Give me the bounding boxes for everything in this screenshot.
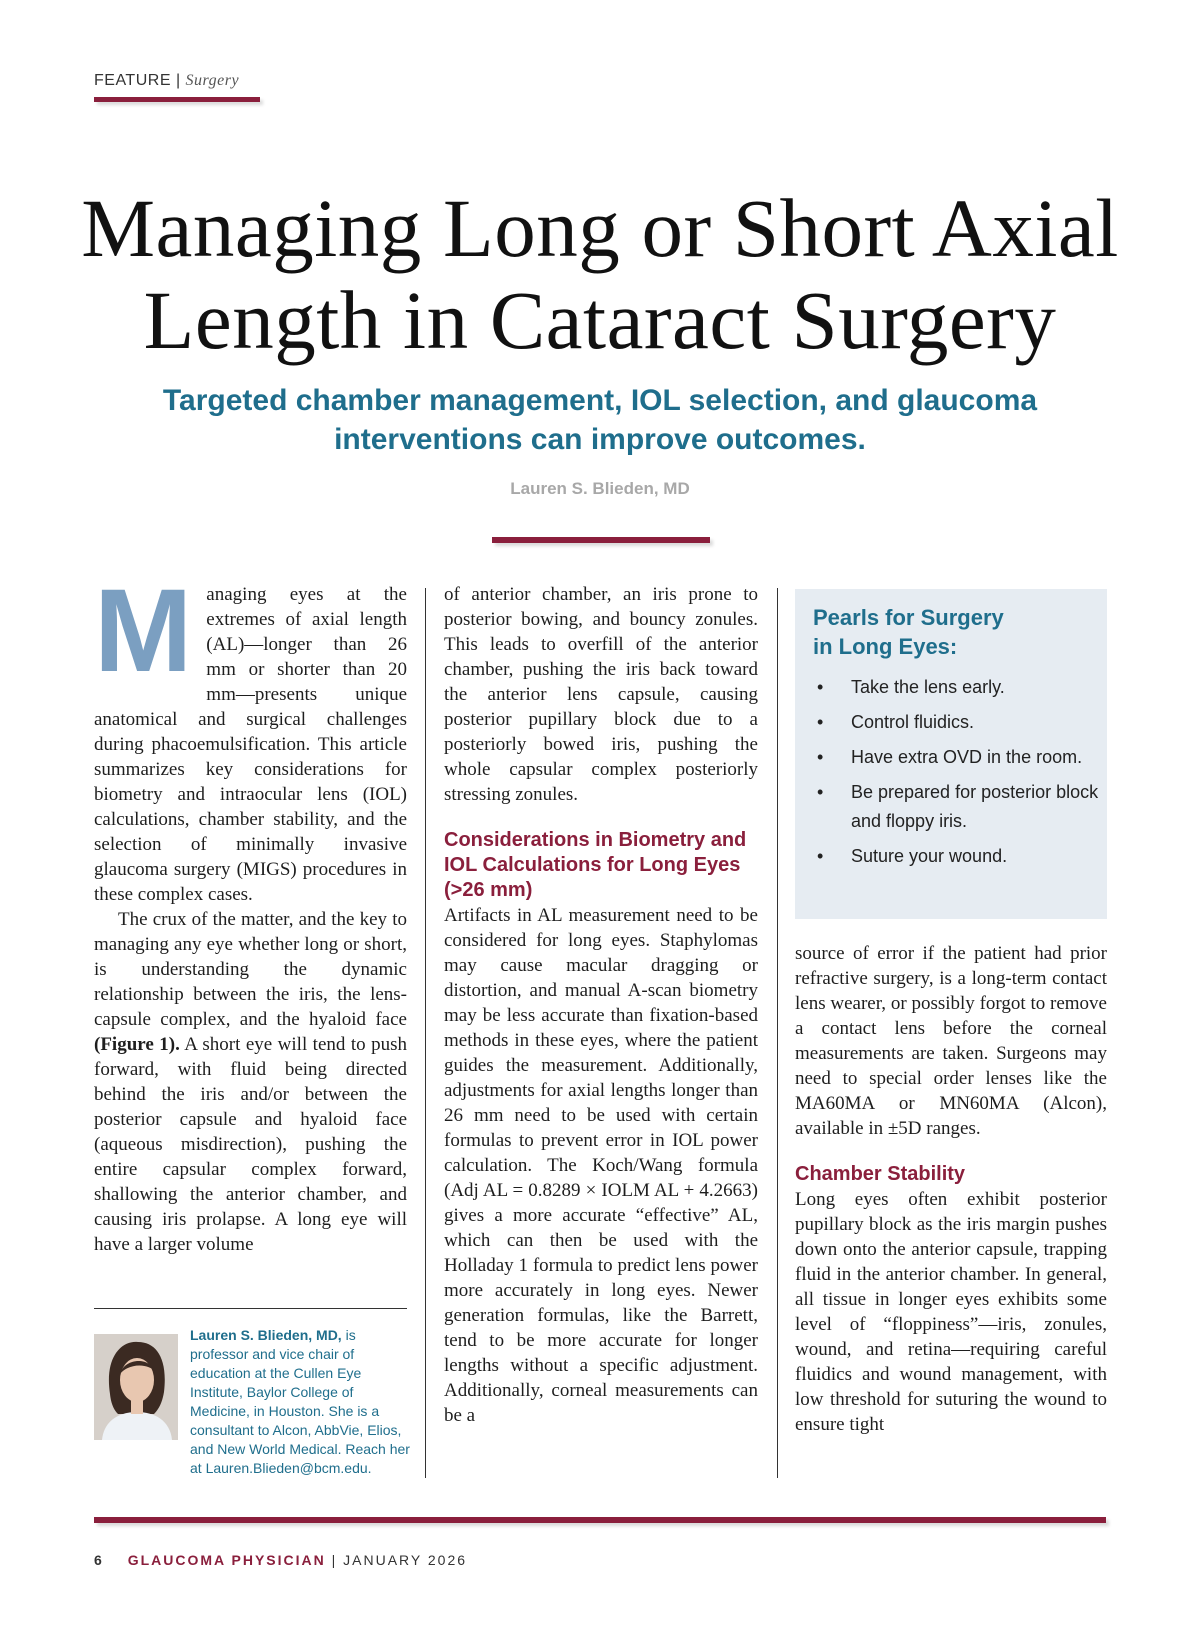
publication-name: GLAUCOMA PHYSICIAN	[127, 1552, 326, 1568]
column-divider	[425, 588, 426, 1478]
author-bio-text: is professor and vice chair of education at the Cullen Eye Institute, Baylor College of Medicine, in Houston. She is a consultant to Alcon, AbbVie, Elios, and New World Medical. Reach her at Lauren.Blieden@bcm.edu.	[190, 1327, 410, 1476]
subsection-label: Surgery	[185, 72, 240, 89]
section-heading: Chamber Stability	[795, 1163, 966, 1185]
pearl-item: • Be prepared for posterior block and floppy iris.	[813, 778, 1103, 836]
author-photo	[94, 1334, 178, 1440]
column-divider	[777, 588, 778, 1478]
column-3	[795, 941, 1107, 1437]
sidebar-title-line: Pearls for Surgery	[813, 605, 1004, 630]
footer-rule	[94, 1517, 1106, 1523]
section-heading: Considerations in Biometry and IOL Calculations for Long Eyes (>26 mm)	[444, 829, 747, 901]
byline: Lauren S. Blieden, MD	[510, 479, 690, 498]
body-paragraph: Artifacts in AL measurement need to be considered for long eyes. Staphylomas may cause macular dragging or distortion, and manual A-scan biometry may be less accurate than fixation-based methods in these eyes, where the patient guides the measurement. Additionally, adjustments for axial lengths longer than 26 mm need to be used with certain formulas to prevent error in IOL power calculation. The Koch/Wang formula (Adj AL = 0.8289 × IOLM AL + 4.2663) gives a more accurate “effective” AL, which can then be used with the Holladay 1 formula to predict lens power more accurately in long eyes. Newer generation formulas, like the Barrett, tend to be more accurate for longer lengths without a specific adjustment. Additionally, corneal measurements can be a	[444, 905, 758, 1426]
title-divider	[492, 537, 710, 543]
paragraph-text: The crux of the matter, and the key to managing any eye whether long or short, is understanding the dynamic relationship between the iris, the lens-capsule complex, and the hyaloid face	[94, 909, 407, 1030]
pearls-sidebar	[795, 589, 1107, 919]
body-paragraph	[94, 565, 407, 907]
pearl-item: • Take the lens early.	[813, 673, 1103, 702]
dropcap: M	[94, 565, 193, 697]
paragraph-text: anaging eyes at the extremes of axial length (AL)—longer than 26 mm or shorter than 20 mm—presents unique anatomical and surgical challenges during phacoemulsification. This article summarizes key considerations for biometry and intraocular lens (IOL) calculations, chamber stability, and the selection of minimally invasive glaucoma surgery (MIGS) procedures in these complex cases.	[94, 584, 407, 905]
article-title: Managing Long or Short Axial Length in Cataract Surgery	[81, 182, 1119, 366]
author-name: Lauren S. Blieden, MD,	[190, 1327, 342, 1343]
sidebar-title	[813, 603, 1004, 661]
column-2	[444, 582, 758, 1428]
footer-separator: |	[331, 1552, 338, 1568]
column-1	[94, 565, 407, 1257]
pearl-item: • Suture your wound.	[813, 842, 1103, 871]
body-paragraph: source of error if the patient had prior refractive surgery, is a long-term contact lens wearer, or possibly forgot to remove a contact lens before the corneal measurements are taken. Surgeons may need to special order lenses like the MA60MA or MN60MA (Alcon), available in ±5D ranges.	[795, 943, 1107, 1139]
body-paragraph: of anterior chamber, an iris prone to posterior bowing, and bouncy zonules. This leads to overfill of the anterior chamber, pushing the iris back toward the anterior lens capsule, causing posterior pupillary block due to a posteriorly bowed iris, pushing the whole capsular complex posteriorly stressing zonules.	[444, 584, 758, 805]
section-tag	[94, 72, 239, 90]
page-number: 6	[94, 1552, 104, 1568]
body-paragraph: Long eyes often exhibit posterior pupillary block as the iris margin pushes down onto the anterior capsule, trapping fluid in the anterior chamber. In general, all tissue in longer eyes exhibits some level of “floppiness”—iris, zonules, wound, and retina—requiring careful fluidics and wound management, with low threshold for suturing the wound to ensure tight	[795, 1189, 1107, 1435]
page-footer	[94, 1552, 467, 1568]
author-portrait-icon	[94, 1334, 178, 1440]
section-label: FEATURE	[94, 72, 171, 89]
pearls-list	[813, 673, 1103, 877]
issue-date: JANUARY 2026	[343, 1552, 468, 1568]
section-tag-rule	[94, 97, 260, 102]
pearl-item: • Have extra OVD in the room.	[813, 743, 1103, 772]
figure-reference: (Figure 1).	[94, 1034, 180, 1055]
paragraph-text: A short eye will tend to push forward, with fluid being directed behind the iris and/or between the posterior capsule and hyaloid face (aqueous misdirection), pushing the entire capsular complex forward, shallowing the anterior chamber, and causing iris prolapse. A long eye will have a larger volume	[94, 1034, 407, 1255]
body-paragraph	[94, 907, 407, 1257]
author-divider	[94, 1308, 407, 1309]
author-bio	[190, 1326, 412, 1478]
article-subtitle: Targeted chamber management, IOL selection, and glaucoma interventions can improve outcomes.	[162, 384, 1038, 456]
sidebar-title-line: in Long Eyes:	[813, 634, 958, 659]
pearl-item: • Control fluidics.	[813, 708, 1103, 737]
section-separator: |	[175, 72, 181, 89]
